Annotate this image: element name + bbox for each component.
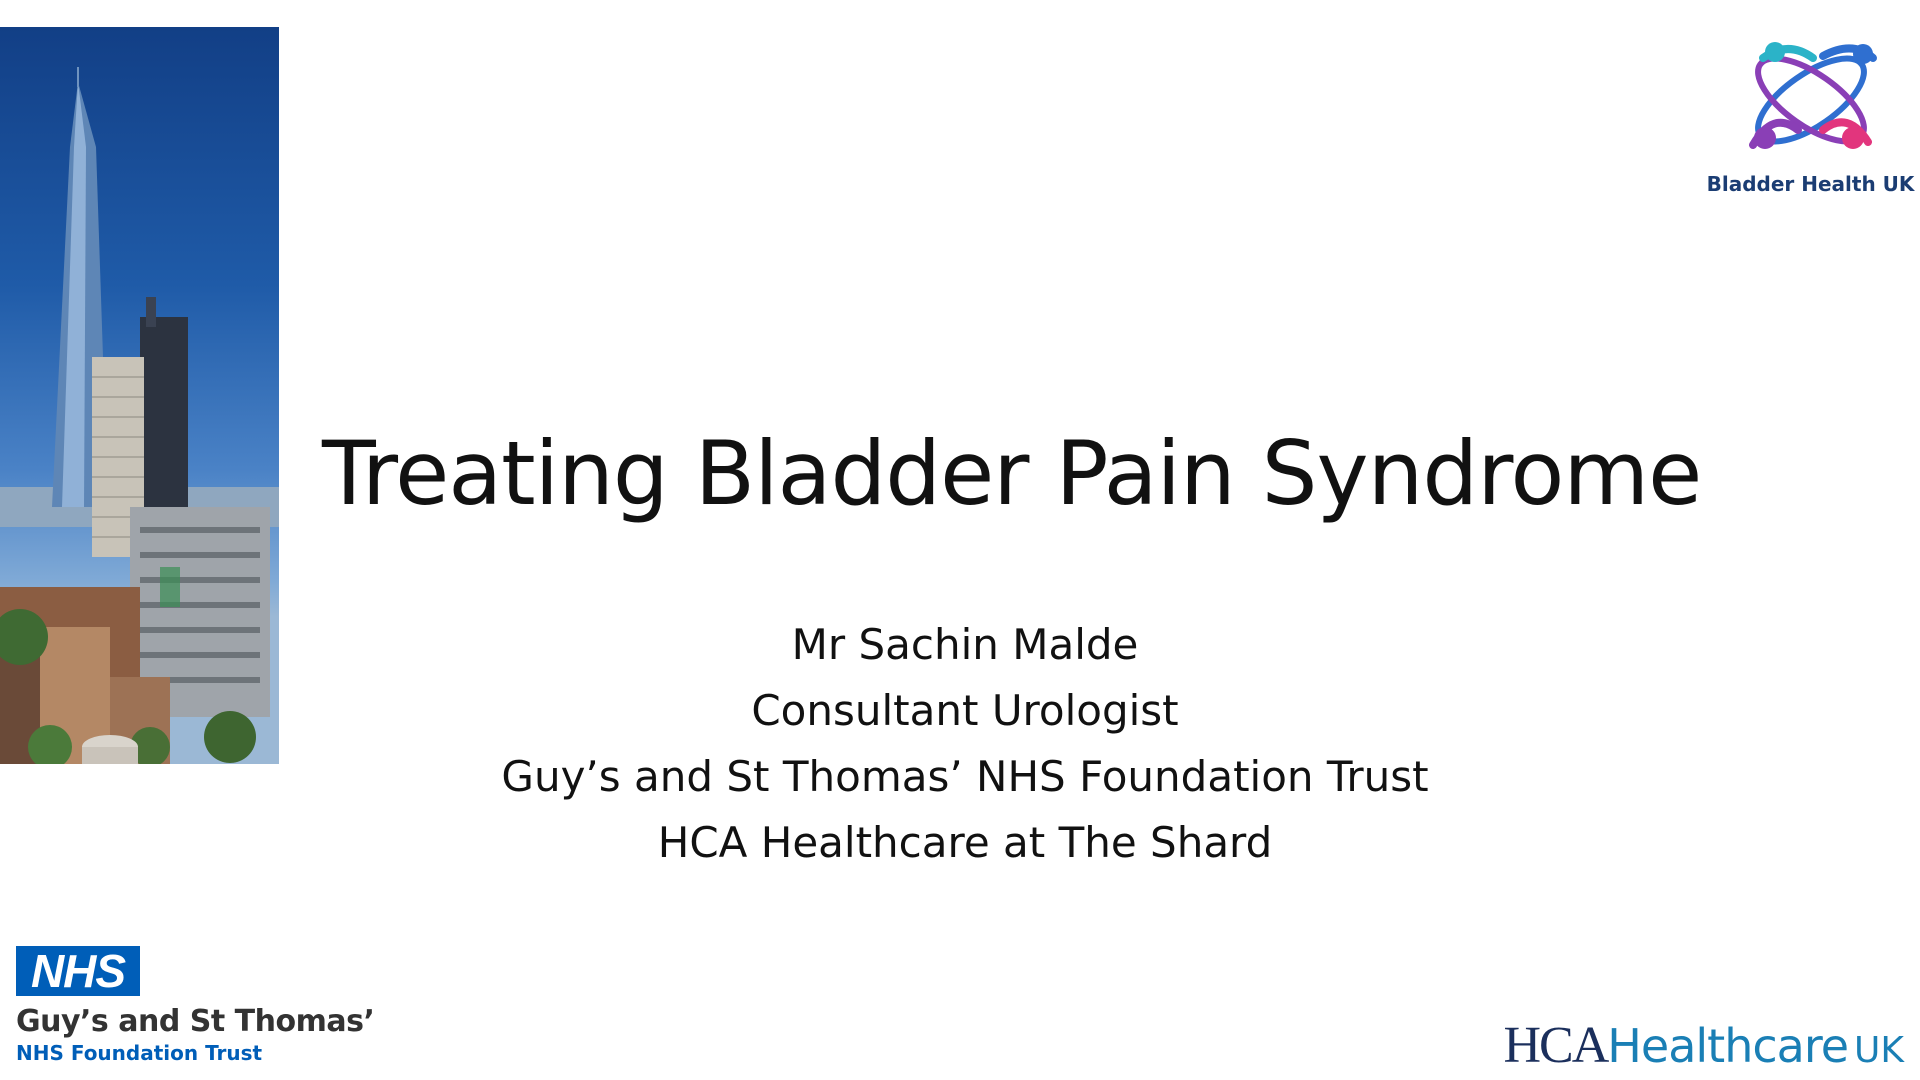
- slide-title: Treating Bladder Pain Syndrome: [322, 422, 1702, 525]
- shard-building-photo: [0, 27, 279, 764]
- hca-logo-part-healthcare: Healthcare: [1607, 1019, 1849, 1073]
- nhs-org-name: Guy’s and St Thomas’: [16, 1004, 375, 1039]
- nhs-trust-name: NHS Foundation Trust: [16, 1041, 263, 1065]
- presenter-affiliation-2: HCA Healthcare at The Shard: [657, 818, 1273, 867]
- hca-logo-part-hca: HCA: [1503, 1017, 1608, 1074]
- hca-healthcare-uk-logo: [1503, 1017, 1905, 1074]
- nhs-trust-logo: [16, 946, 376, 1066]
- bladder-health-uk-logo-text: Bladder Health UK: [1706, 172, 1915, 196]
- presenter-affiliation-1: Guy’s and St Thomas’ NHS Foundation Trust: [501, 752, 1429, 801]
- presenter-name: Mr Sachin Malde: [791, 620, 1139, 669]
- nhs-mark: NHS: [16, 946, 140, 996]
- bladder-health-uk-logo: [1703, 30, 1918, 200]
- presenter-role: Consultant Urologist: [751, 686, 1179, 735]
- hca-logo-part-uk: UK: [1854, 1030, 1904, 1071]
- presenter-block: [365, 612, 1565, 876]
